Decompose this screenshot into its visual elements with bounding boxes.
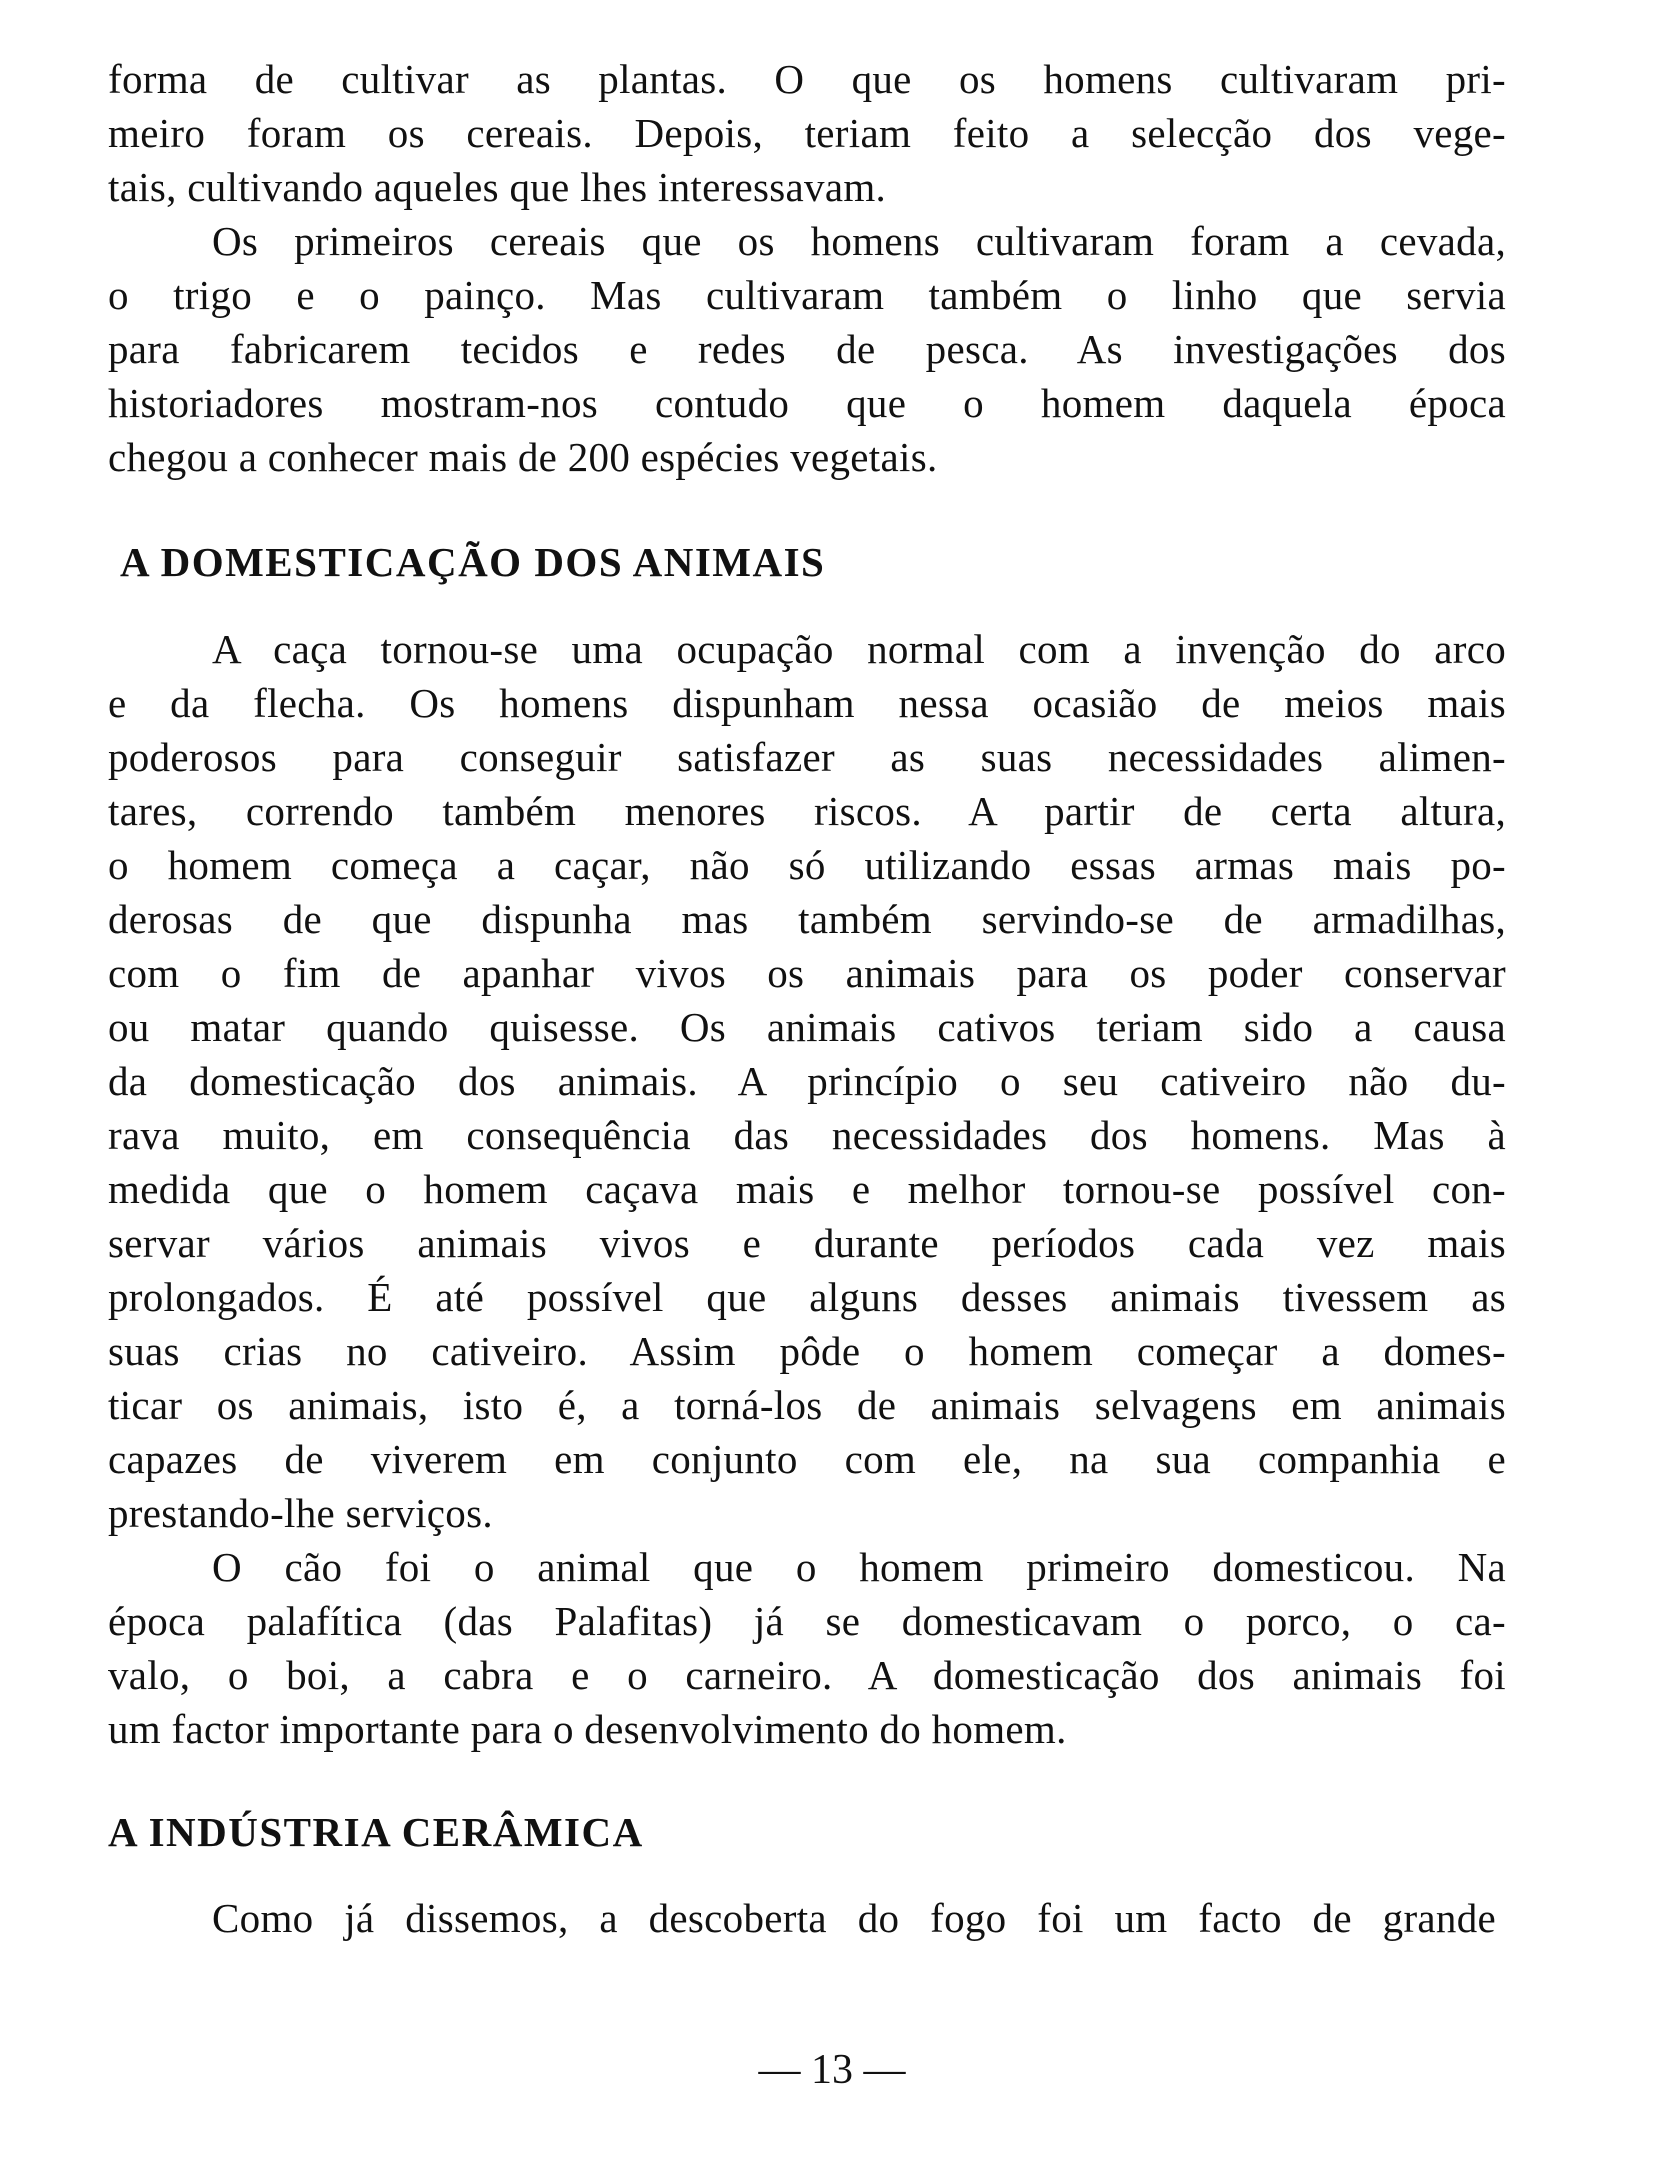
- text-line: com o fim de apanhar vivos os animais para os poder conservar: [108, 950, 1506, 996]
- text-line: e da flecha. Os homens dispunham nessa ocasião de meios mais: [108, 680, 1506, 726]
- text-line: época palafítica (das Palafitas) já se domesticavam o porco, o ca-: [108, 1598, 1506, 1644]
- paragraph-block-cereals: [108, 52, 1506, 484]
- paragraph-block-ceramics: [108, 1891, 1496, 1945]
- text-line: para fabricarem tecidos e redes de pesca. As investigações dos: [108, 326, 1506, 372]
- paragraph-block-domestication: [108, 622, 1506, 1756]
- text-line: chegou a conhecer mais de 200 espécies vegetais.: [108, 434, 938, 480]
- text-line: meiro foram os cereais. Depois, teriam feito a selecção dos vege-: [108, 110, 1506, 156]
- text-line: Como já dissemos, a descoberta do fogo foi um facto de grande: [212, 1895, 1496, 1941]
- text-line: ou matar quando quisesse. Os animais cativos teriam sido a causa: [108, 1004, 1506, 1050]
- text-line: A caça tornou-se uma ocupação normal com a invenção do arco: [212, 626, 1506, 672]
- text-line: rava muito, em consequência das necessidades dos homens. Mas à: [108, 1112, 1506, 1158]
- text-line: da domesticação dos animais. A princípio o seu cativeiro não du-: [108, 1058, 1506, 1104]
- text-line: Os primeiros cereais que os homens cultivaram foram a cevada,: [212, 218, 1506, 264]
- text-line: prolongados. É até possível que alguns desses animais tivessem as: [108, 1274, 1506, 1320]
- page-number: — 13 —: [758, 2047, 906, 2093]
- text-line: um factor importante para o desenvolvimento do homem.: [108, 1706, 1067, 1752]
- section-heading-ceramics: A INDÚSTRIA CERÂMICA: [108, 1809, 644, 1855]
- text-line: O cão foi o animal que o homem primeiro domesticou. Na: [212, 1544, 1506, 1590]
- text-line: historiadores mostram-nos contudo que o homem daquela época: [108, 380, 1506, 426]
- text-line: suas crias no cativeiro. Assim pôde o homem começar a domes-: [108, 1328, 1506, 1374]
- text-line: capazes de viverem em conjunto com ele, na sua companhia e: [108, 1436, 1506, 1482]
- text-line: ticar os animais, isto é, a torná-los de animais selvagens em animais: [108, 1382, 1506, 1428]
- text-line: servar vários animais vivos e durante períodos cada vez mais: [108, 1220, 1506, 1266]
- text-line: tares, correndo também menores riscos. A partir de certa altura,: [108, 788, 1506, 834]
- text-line: derosas de que dispunha mas também servindo-se de armadilhas,: [108, 896, 1506, 942]
- text-line: o homem começa a caçar, não só utilizando essas armas mais po-: [108, 842, 1506, 888]
- text-line: medida que o homem caçava mais e melhor tornou-se possível con-: [108, 1166, 1506, 1212]
- text-line: tais, cultivando aqueles que lhes interessavam.: [108, 164, 887, 210]
- text-line: o trigo e o painço. Mas cultivaram também o linho que servia: [108, 272, 1506, 318]
- section-heading-domestication: A DOMESTICAÇÃO DOS ANIMAIS: [120, 539, 826, 585]
- text-line: valo, o boi, a cabra e o carneiro. A domesticação dos animais foi: [108, 1652, 1506, 1698]
- text-line: prestando-lhe serviços.: [108, 1490, 493, 1536]
- text-line: forma de cultivar as plantas. O que os homens cultivaram pri-: [108, 56, 1506, 102]
- text-line: poderosos para conseguir satisfazer as suas necessidades alimen-: [108, 734, 1506, 780]
